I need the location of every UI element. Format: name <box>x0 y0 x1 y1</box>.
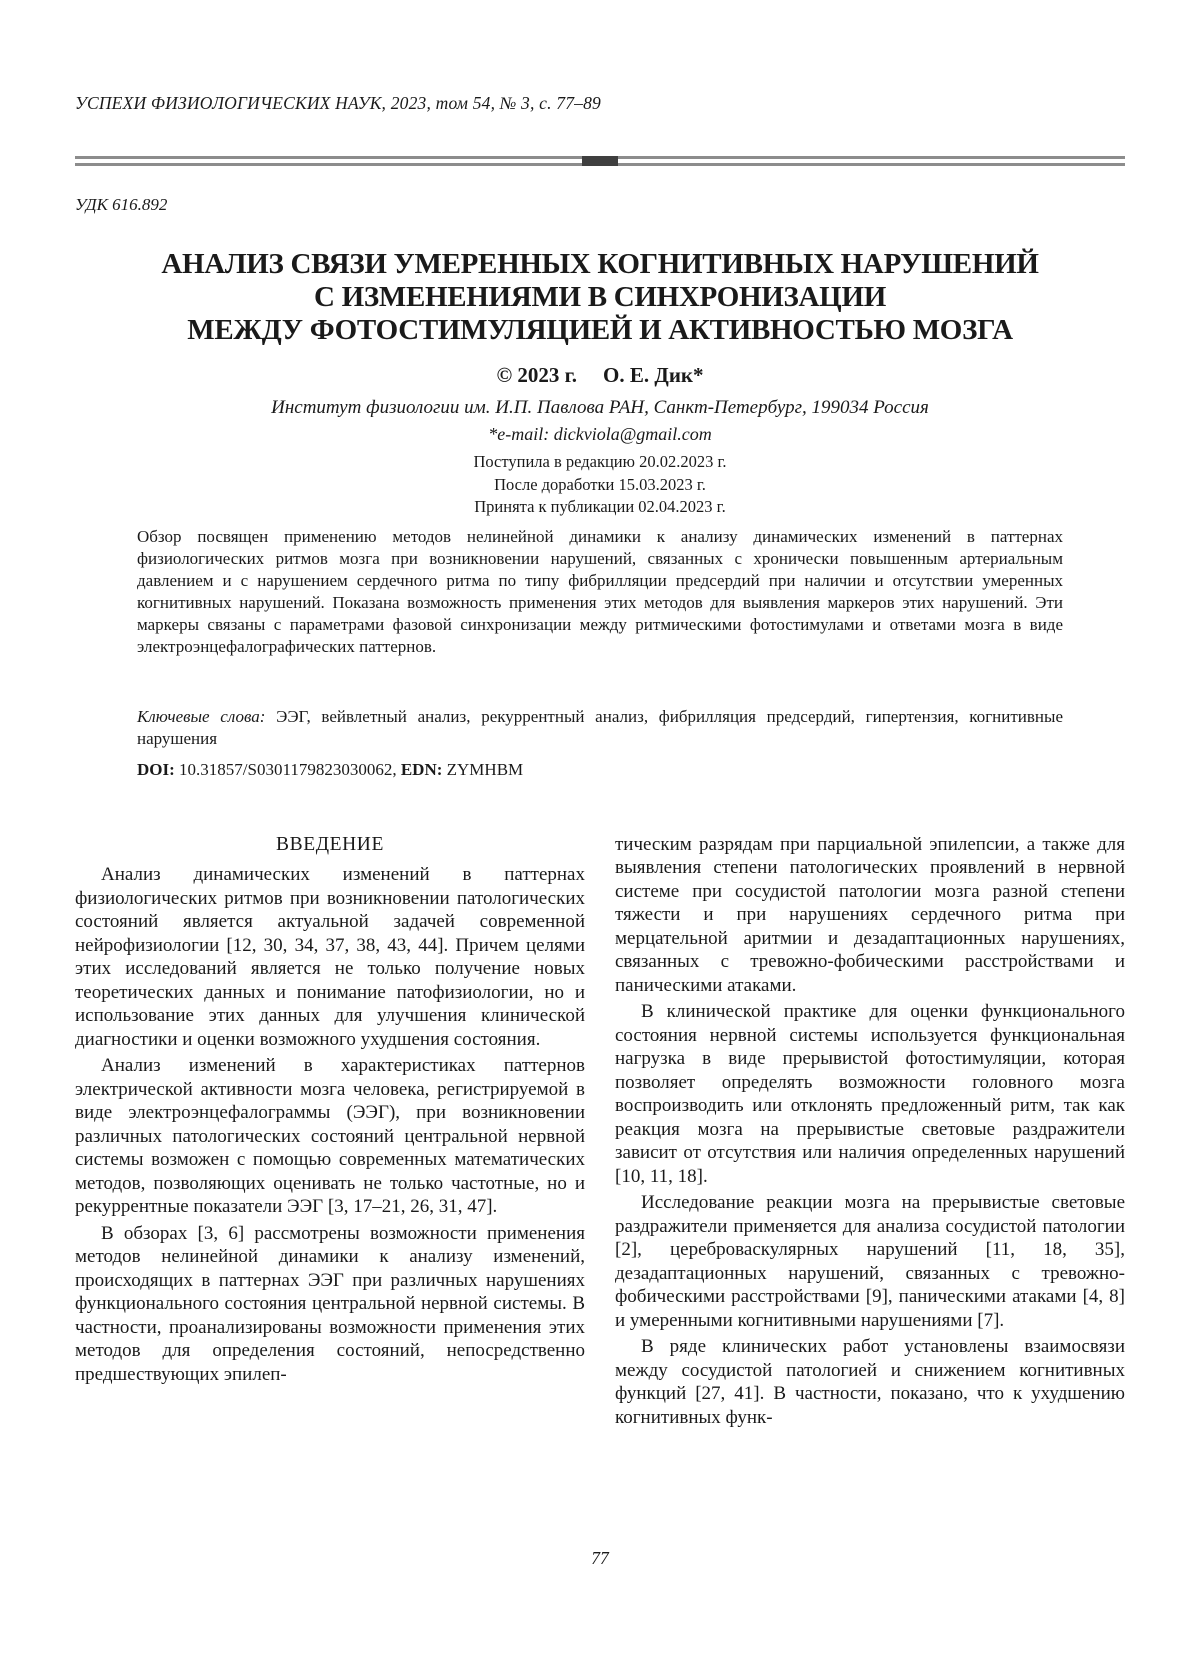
left-column <box>75 833 585 1433</box>
paragraph-continuation: тическим разрядам при парциальной эпилепсии, а также для выявления степени патологических проявлений в нервной системе при сосудистой патологии мозга разной степени тяжести и при нарушениях сердечного ритма при мерцательной аритмии и дезадаптационных нарушениях, связанных с тревожно-фобическими расстройствами и паническими атаками. <box>615 833 1125 996</box>
article-title-line-1: АНАЛИЗ СВЯЗИ УМЕРЕННЫХ КОГНИТИВНЫХ НАРУШЕНИЙ <box>161 248 1039 280</box>
author-name: О. Е. Дик* <box>603 363 704 387</box>
two-column-body <box>75 833 1125 1433</box>
paragraph: Исследование реакции мозга на прерывистые световые раздражители применяется для анализа сосудистой патологии [2], цереброваскулярных нарушений [11, 18, 35], дезадаптационных нарушений, связанных с тревожно-фобическими расстройствами [9], паническими атаками [4, 8] и умеренными когнитивными нарушениями [7]. <box>615 1192 1125 1331</box>
section-heading-introduction: ВВЕДЕНИЕ <box>275 833 384 855</box>
udc-code: УДК 616.892 <box>75 195 168 214</box>
email-address: *e-mail: dickviola@gmail.com <box>488 424 712 444</box>
keywords-block <box>137 706 1063 750</box>
right-column <box>615 833 1125 1433</box>
doi-value: 10.31857/S0301179823030062, <box>174 759 401 779</box>
received-date: Поступила в редакцию 20.02.2023 г. <box>473 452 727 471</box>
running-head: УСПЕХИ ФИЗИОЛОГИЧЕСКИХ НАУК, 2023, том 54, № 3, с. 77–89 <box>75 93 601 113</box>
manuscript-dates <box>75 451 1125 519</box>
page-number: 77 <box>591 1548 609 1568</box>
paragraph: В клинической практике для оценки функционального состояния нервной системы используется функциональная нагрузка в виде прерывистой фотостимуляции, которая позволяет определять возможности головного мозга воспроизводить или отклонять предложенный ритм, так как реакция мозга на прерывистые световые раздражители зависит от отсутствия или наличия определенных нарушений [10, 11, 18]. <box>615 1001 1125 1187</box>
paragraph: В ряде клинических работ установлены взаимосвязи между сосудистой патологией и снижением когнитивных функций [27, 41]. В частности, показано, что к ухудшению когнитивных функ- <box>615 1336 1125 1428</box>
article-title <box>75 248 1125 347</box>
edn-label: EDN: <box>400 759 443 779</box>
abstract-text: Обзор посвящен применению методов нелинейной динамики к анализу динамических изменений в паттернах физиологических ритмов мозга при возникновении нарушений, связанных с хронически повышенным артериальным давлением и с нарушением сердечного ритма по типу фибрилляции предсердий при наличии и отсутствии умеренных когнитивных нарушений. Показана возможность применения этих методов для выявления маркеров этих нарушений. Эти маркеры связаны с параметрами фазовой синхронизации между ритмическими фотостимулами и ответами мозга в виде электроэнцефалографических паттернов. <box>137 526 1063 656</box>
article-title-line-2: С ИЗМЕНЕНИЯМИ В СИНХРОНИЗАЦИИ <box>314 281 886 313</box>
separator-center-mark <box>582 156 618 166</box>
affiliation: Институт физиологии им. И.П. Павлова РАН, Санкт-Петербург, 199034 Россия <box>271 397 929 418</box>
paragraph: В обзорах [3, 6] рассмотрены возможности применения методов нелинейной динамики к анализу изменений, происходящих в паттернах ЭЭГ при различных нарушениях функционального состояния центральной нервной системы. В частности, проанализированы возможности применения этих методов для определения состояний, непосредственно предшествующих эпилеп- <box>75 1222 585 1385</box>
byline <box>75 363 1125 388</box>
edn-value: ZYMHBM <box>442 759 524 779</box>
keywords-label: Ключевые слова: <box>137 706 266 726</box>
copyright-year: © 2023 г. <box>496 363 578 387</box>
separator-rule <box>75 156 1125 166</box>
doi-label: DOI: <box>137 759 175 779</box>
keywords-text: ЭЭГ, вейвлетный анализ, рекуррентный анализ, фибрилляция предсердий, гипертензия, когнитивные нарушения <box>137 706 1063 748</box>
revised-date: После доработки 15.03.2023 г. <box>494 474 706 494</box>
doi-line <box>137 759 1063 781</box>
accepted-date: Принята к публикации 02.04.2023 г. <box>474 497 726 516</box>
article-title-line-3: МЕЖДУ ФОТОСТИМУЛЯЦИЕЙ И АКТИВНОСТЬЮ МОЗГА <box>187 314 1013 346</box>
paragraph: Анализ динамических изменений в паттернах физиологических ритмов при возникновении патологических состояний является актуальной задачей современной нейрофизиологии [12, 30, 34, 37, 38, 43, 44]. Причем целями этих исследований является не только получение новых теоретических данных и понимание патофизиологии, но и использование этих данных для улучшения клинической диагностики и оценки возможного ухудшения состояния. <box>75 864 585 1050</box>
paragraph: Анализ изменений в характеристиках паттернов электрической активности мозга человека, регистрируемой в виде электроэнцефалограммы (ЭЭГ), при возникновении различных патологических состояний центральной нервной системы возможен с помощью современных математических методов, позволяющих оценивать не только частотные, но и рекуррентные показатели ЭЭГ [3, 17–21, 26, 31, 47]. <box>75 1055 585 1217</box>
